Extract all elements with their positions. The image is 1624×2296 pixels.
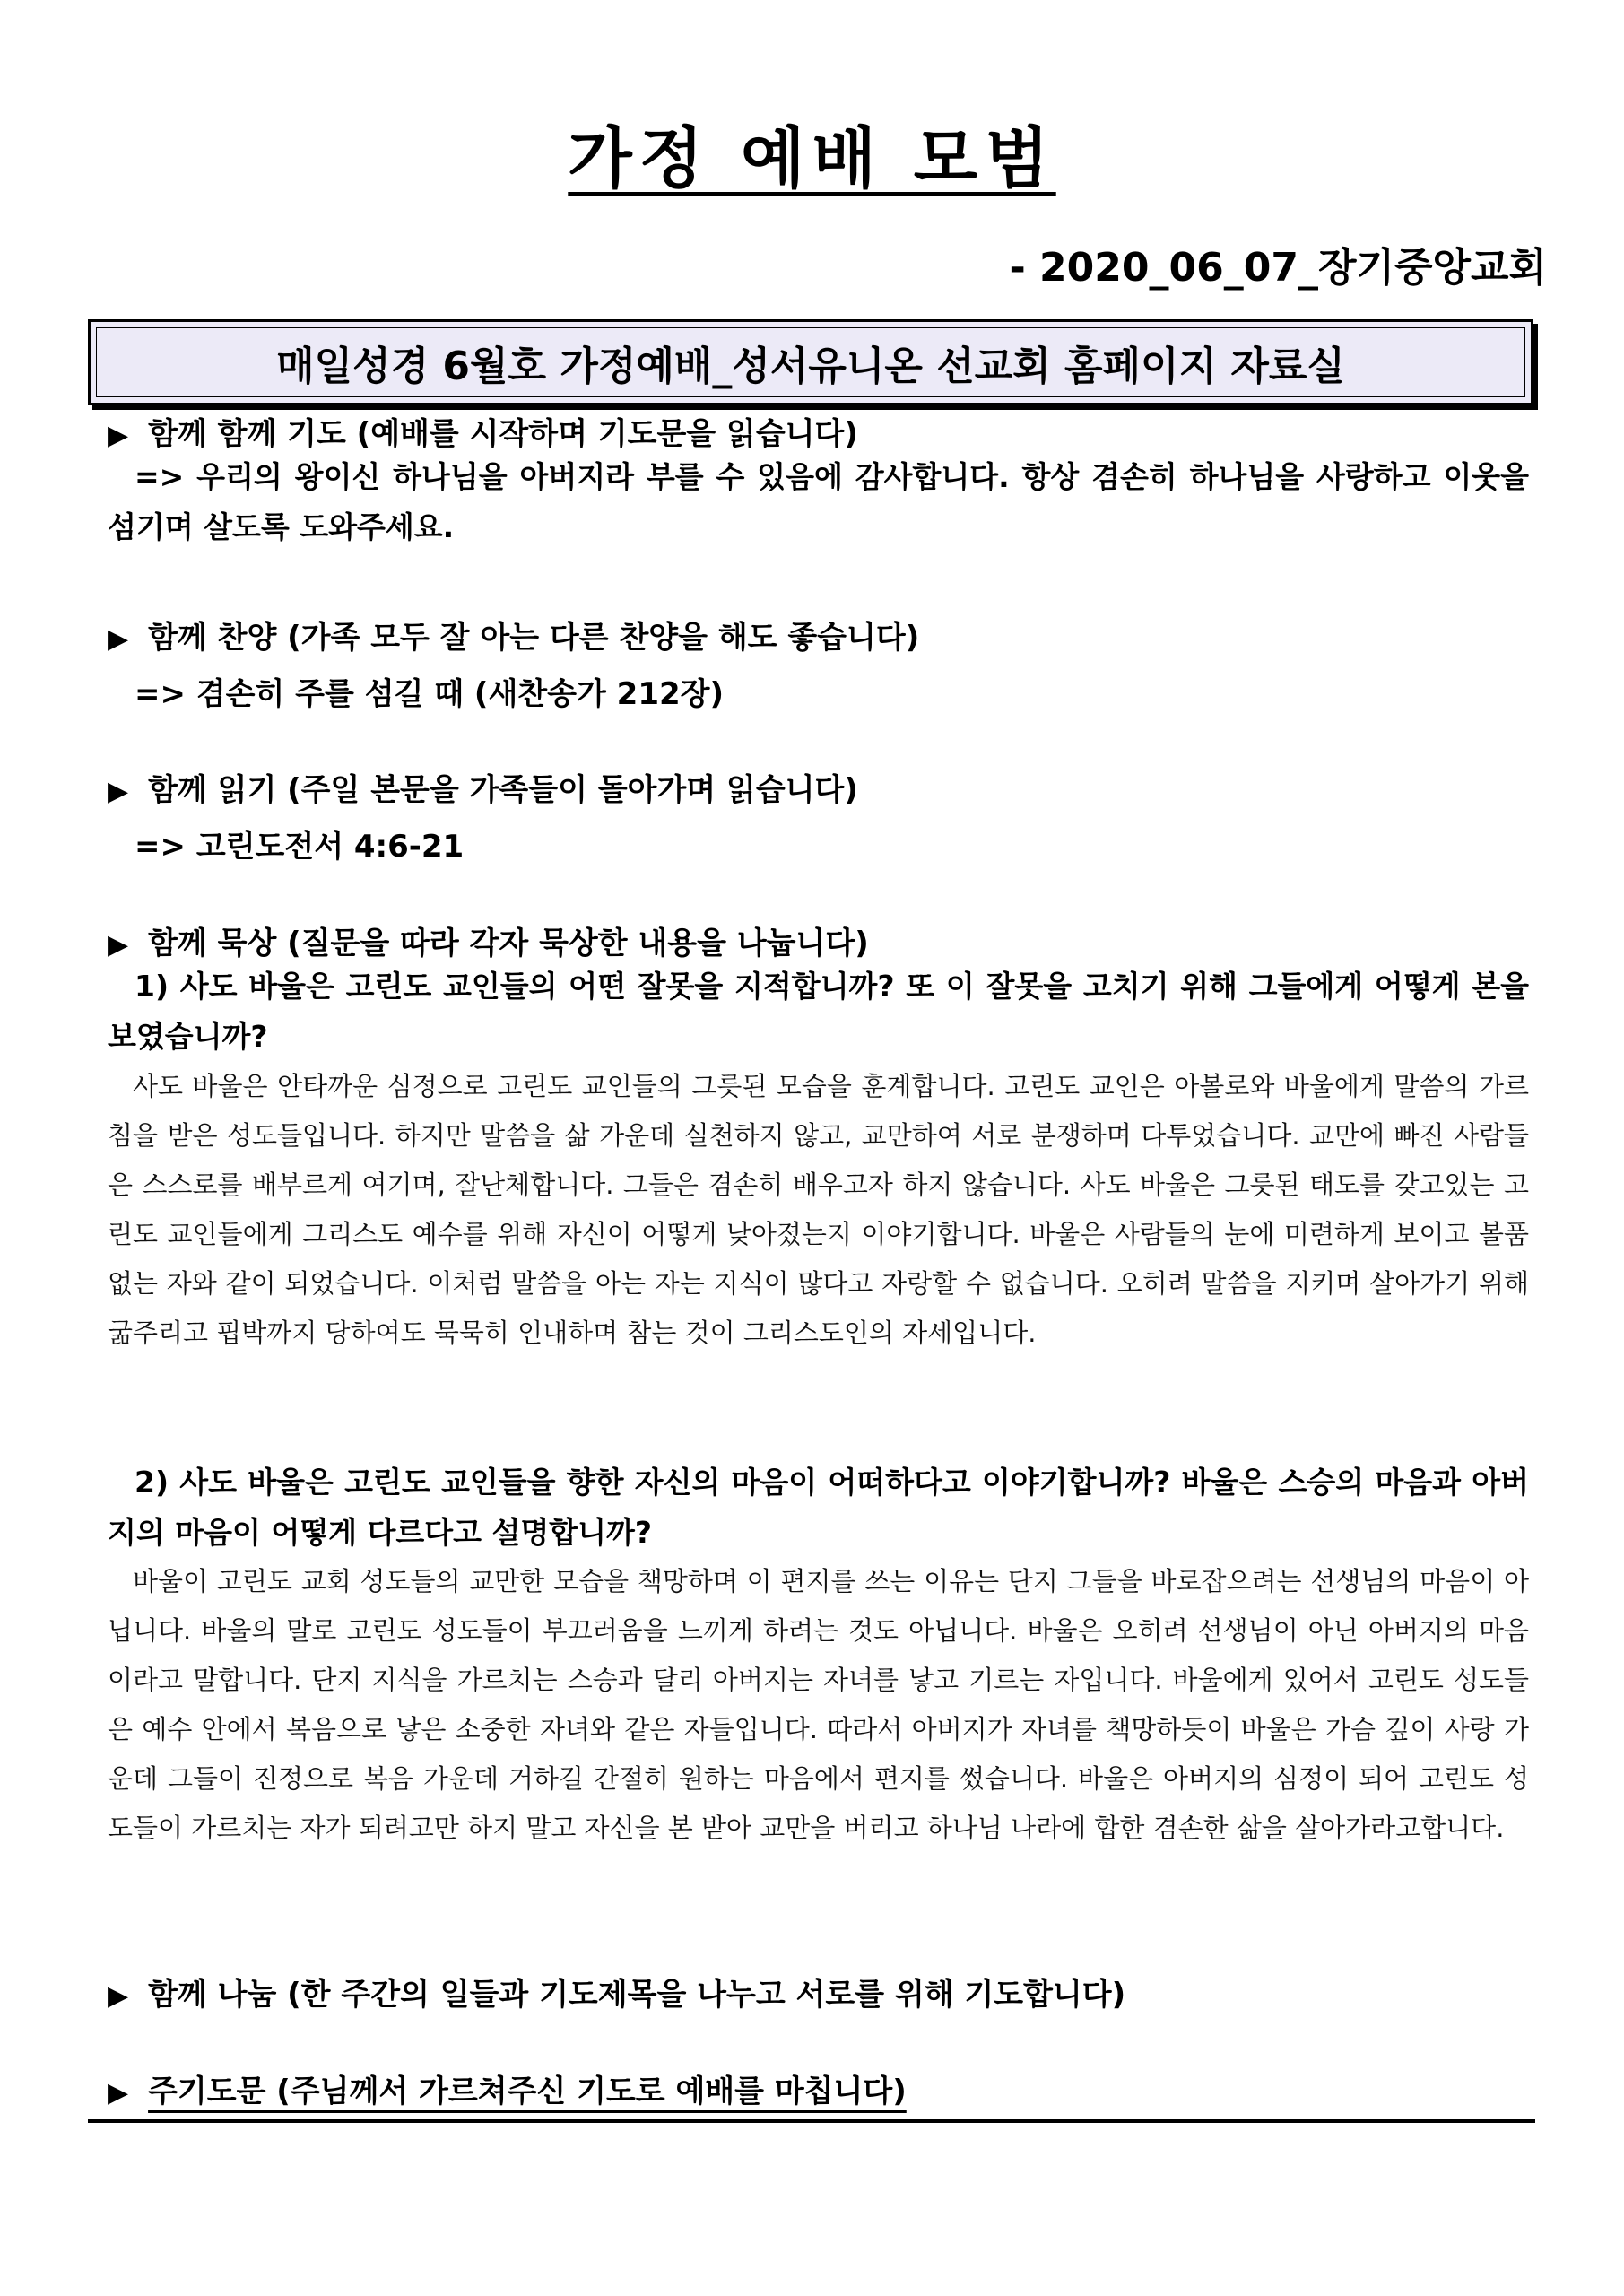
triangle-right-icon: ▶ [108, 1980, 129, 2012]
prayer-text: => 우리의 왕이신 하나님을 아버지라 부를 수 있음에 감사합니다. 항상 겸손히 하나님을 사랑하고 이웃을 섬기며 살도록 도와주세요. [108, 459, 1529, 544]
question-1: 1) 사도 바울은 고린도 교인들의 어떤 잘못을 지적합니까? 또 이 잘못을 고치기 위해 그들에게 어떻게 본을 보였습니까? [108, 969, 1529, 1054]
question-2: 2) 사도 바울은 고린도 교인들을 향한 자신의 마음이 어떠하다고 이야기합니까? 바울은 스승의 마음과 아버지의 마음이 어떻게 다르다고 설명합니까? [108, 1465, 1529, 1550]
source-banner [88, 319, 1533, 405]
answer-2: 바울이 고린도 교회 성도들의 교만한 모습을 책망하며 이 편지를 쓰는 이유는 단지 그들을 바로잡으려는 선생님의 마음이 아닙니다. 바울의 말로 고린도 성도들이 부끄러움을 느끼게 하려는 것도 아닙니다. 바울은 오히려 선생님이 아닌 아버지의 마음이라고 말합니다. 단지 지식을 가르치는 스승과 달리 아버지는 자녀를 낳고 기르는 자입니다. 바울에게 있어서 고린도 성도들은 예수 안에서 복음으로 낳은 소중한 자녀와 같은 자들입니다. 따라서 아버지가 자녀를 책망하듯이 바울은 가슴 깊이 사랑 가운데 그들이 진정으로 복음 가운데 거하길 간절히 원하는 마음에서 편지를 썼습니다. 바울은 아버지의 심정이 되어 고린도 성도들이 가르치는 자가 되려고만 하지 말고 자신을 본 받아 교만을 버리고 하나님 나라에 합한 겸손한 삶을 살아가라고합니다. [108, 1566, 1529, 1843]
section-heading-praise: ▶ 함께 찬양 (가족 모두 잘 아는 다른 찬양을 해도 좋습니다) [108, 620, 920, 656]
page-title: 가정 예배 모범 [568, 120, 1056, 197]
banner-text: 매일성경 6월호 가정예배_성서유니온 선교회 홈페이지 자료실 [96, 327, 1525, 397]
triangle-right-icon: ▶ [108, 929, 129, 961]
praise-answer: => 겸손히 주를 섬길 때 (새찬송가 212장) [135, 676, 725, 712]
bottom-rule [88, 2119, 1535, 2123]
triangle-right-icon: ▶ [108, 776, 129, 807]
triangle-right-icon: ▶ [108, 420, 129, 451]
section-heading-reading: ▶ 함께 읽기 (주일 본문을 가족들이 돌아가며 읽습니다) [108, 772, 858, 808]
triangle-right-icon: ▶ [108, 2077, 129, 2109]
section-heading-meditation: ▶ 함께 묵상 (질문을 따라 각자 묵상한 내용을 나눕니다) [108, 926, 869, 961]
reading-answer: => 고린도전서 4:6-21 [135, 829, 465, 865]
section-heading-sharing: ▶ 함께 나눔 (한 주간의 일들과 기도제목을 나누고 서로를 위해 기도합니다) [108, 1977, 1126, 2013]
triangle-right-icon: ▶ [108, 623, 129, 655]
section-heading-prayer: ▶ 함께 함께 기도 (예배를 시작하며 기도문을 읽습니다) [108, 416, 858, 452]
section-heading-closing: ▶ 주기도문 (주님께서 가르쳐주신 기도로 예배를 마칩니다) [108, 2074, 907, 2109]
answer-1: 사도 바울은 안타까운 심정으로 고린도 교인들의 그릇된 모습을 훈계합니다. 고린도 교인은 아볼로와 바울에게 말씀의 가르침을 받은 성도들입니다. 하지만 말씀을 삶 가운데 실천하지 않고, 교만하여 서로 분쟁하며 다투었습니다. 교만에 빠진 사람들은 스스로를 배부르게 여기며, 잘난체합니다. 그들은 겸손히 배우고자 하지 않습니다. 사도 바울은 그릇된 태도를 갖고있는 고린도 교인들에게 그리스도 예수를 위해 자신이 어떻게 낮아졌는지 이야기합니다. 바울은 사람들의 눈에 미련하게 보이고 볼품없는 자와 같이 되었습니다. 이처럼 말씀을 아는 자는 지식이 많다고 자랑할 수 없습니다. 오히려 말씀을 지키며 살아가기 위해 굶주리고 핍박까지 당하여도 묵묵히 인내하며 참는 것이 그리스도인의 자세입니다. [108, 1071, 1529, 1348]
dateline: - 2020_06_07_장기중앙교회 [1009, 245, 1547, 291]
